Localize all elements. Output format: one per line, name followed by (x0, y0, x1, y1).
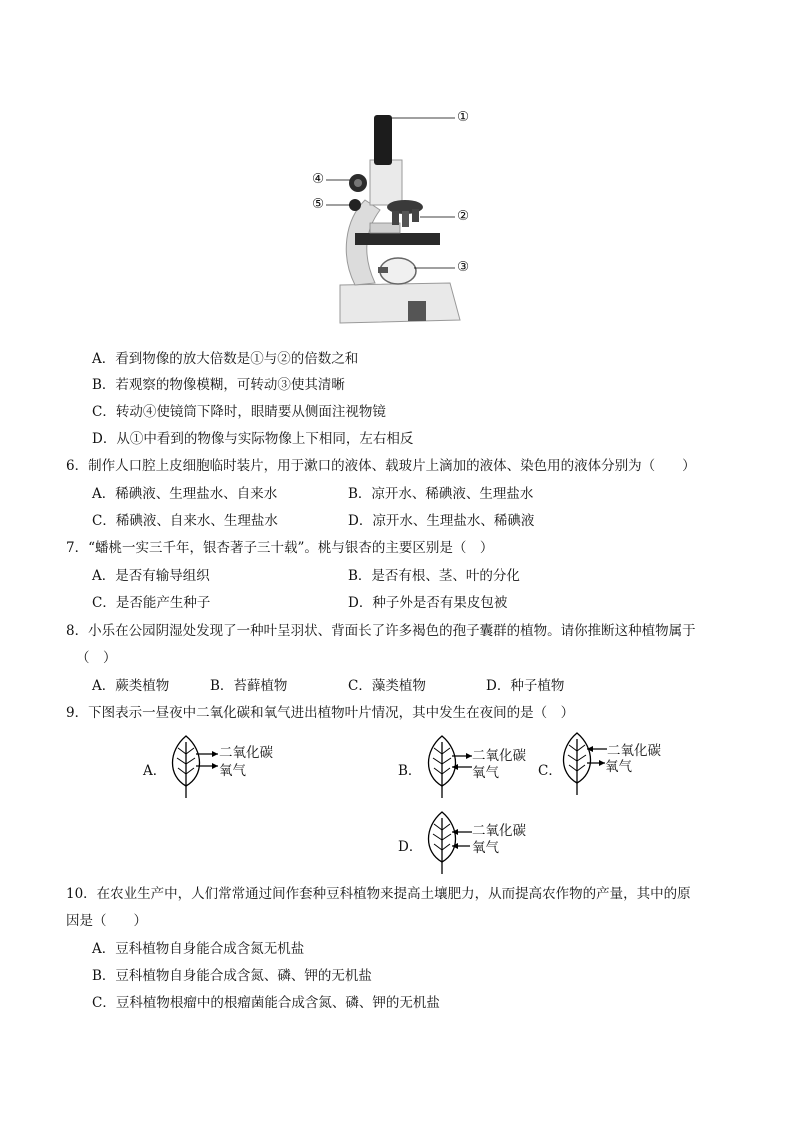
q7-option-a: A．是否有输导组织 (92, 568, 210, 584)
q9-letter-d: D． (398, 839, 423, 855)
label-1: ① (457, 109, 470, 125)
q5-option-a: A．看到物像的放大倍数是①与②的倍数之和 (92, 351, 359, 367)
q7-option-d: D．种子外是否有果皮包被 (348, 595, 508, 611)
q10-option-c: C．豆科植物根瘤中的根瘤菌能合成含氮、磷、钾的无机盐 (92, 995, 440, 1011)
label-4: ④ (312, 171, 325, 187)
q9-letter-b: B． (398, 763, 422, 779)
q9-b-co2: 二氧化碳 (472, 748, 526, 764)
label-2: ② (457, 208, 470, 224)
q8-option-a: A．蕨类植物 (92, 678, 170, 694)
q8-stem-line1: 8．小乐在公园阴湿处发现了一种叶呈羽状、背面长了许多褐色的孢子囊群的植物。请你推断这种植物属于 (66, 623, 696, 639)
q6-stem: 6．制作人口腔上皮细胞临时装片，用于漱口的液体、载玻片上滴加的液体、染色用的液体分别为（ ） (66, 458, 696, 474)
q9-a-o2: 氧气 (219, 763, 246, 779)
q9-c-co2: 二氧化碳 (607, 743, 661, 759)
q9-c-o2: 氧气 (605, 759, 632, 775)
q5-option-c: C．转动④使镜筒下降时，眼睛要从侧面注视物镜 (92, 404, 386, 420)
q5-option-d: D．从①中看到的物像与实际物像上下相同，左右相反 (92, 431, 414, 447)
q10-stem-line1: 10．在农业生产中，人们常常通过间作套种豆科植物来提高土壤肥力，从而提高农作物的产量，其中的原 (66, 886, 691, 902)
q5-option-b: B．若观察的物像模糊，可转动③使其清晰 (92, 377, 345, 393)
q9-d-o2: 氧气 (472, 840, 499, 856)
q6-option-a: A．稀碘液、生理盐水、自来水 (92, 486, 278, 502)
q7-stem: 7．“蟠桃一实三千年，银杏著子三十载”。桃与银杏的主要区别是（ ） (66, 540, 494, 556)
q8-option-b: B．苔藓植物 (210, 678, 288, 694)
q9-letter-a: A． (143, 763, 167, 779)
q7-option-c: C．是否能产生种子 (92, 595, 211, 611)
q10-option-a: A．豆科植物自身能合成含氮无机盐 (92, 941, 305, 957)
label-5: ⑤ (312, 196, 325, 212)
q9-stem: 9．下图表示一昼夜中二氧化碳和氧气进出植物叶片情况，其中发生在夜间的是（ ） (66, 705, 575, 721)
q9-d-co2: 二氧化碳 (472, 823, 526, 839)
q8-option-c: C．藻类植物 (348, 678, 426, 694)
q8-stem-line2: （ ） (76, 650, 117, 666)
q9-a-co2: 二氧化碳 (219, 745, 273, 761)
q10-stem-line2: 因是（ ） (66, 913, 147, 929)
label-3: ③ (457, 259, 470, 275)
q6-option-b: B．凉开水、稀碘液、生理盐水 (348, 486, 534, 502)
q6-option-c: C．稀碘液、自来水、生理盐水 (92, 513, 278, 529)
q8-option-d: D．种子植物 (486, 678, 565, 694)
q7-option-b: B．是否有根、茎、叶的分化 (348, 568, 520, 584)
q9-letter-c: C． (538, 763, 562, 779)
q6-option-d: D．凉开水、生理盐水、稀碘液 (348, 513, 535, 529)
q9-b-o2: 氧气 (472, 765, 499, 781)
q10-option-b: B．豆科植物自身能合成含氮、磷、钾的无机盐 (92, 968, 372, 984)
